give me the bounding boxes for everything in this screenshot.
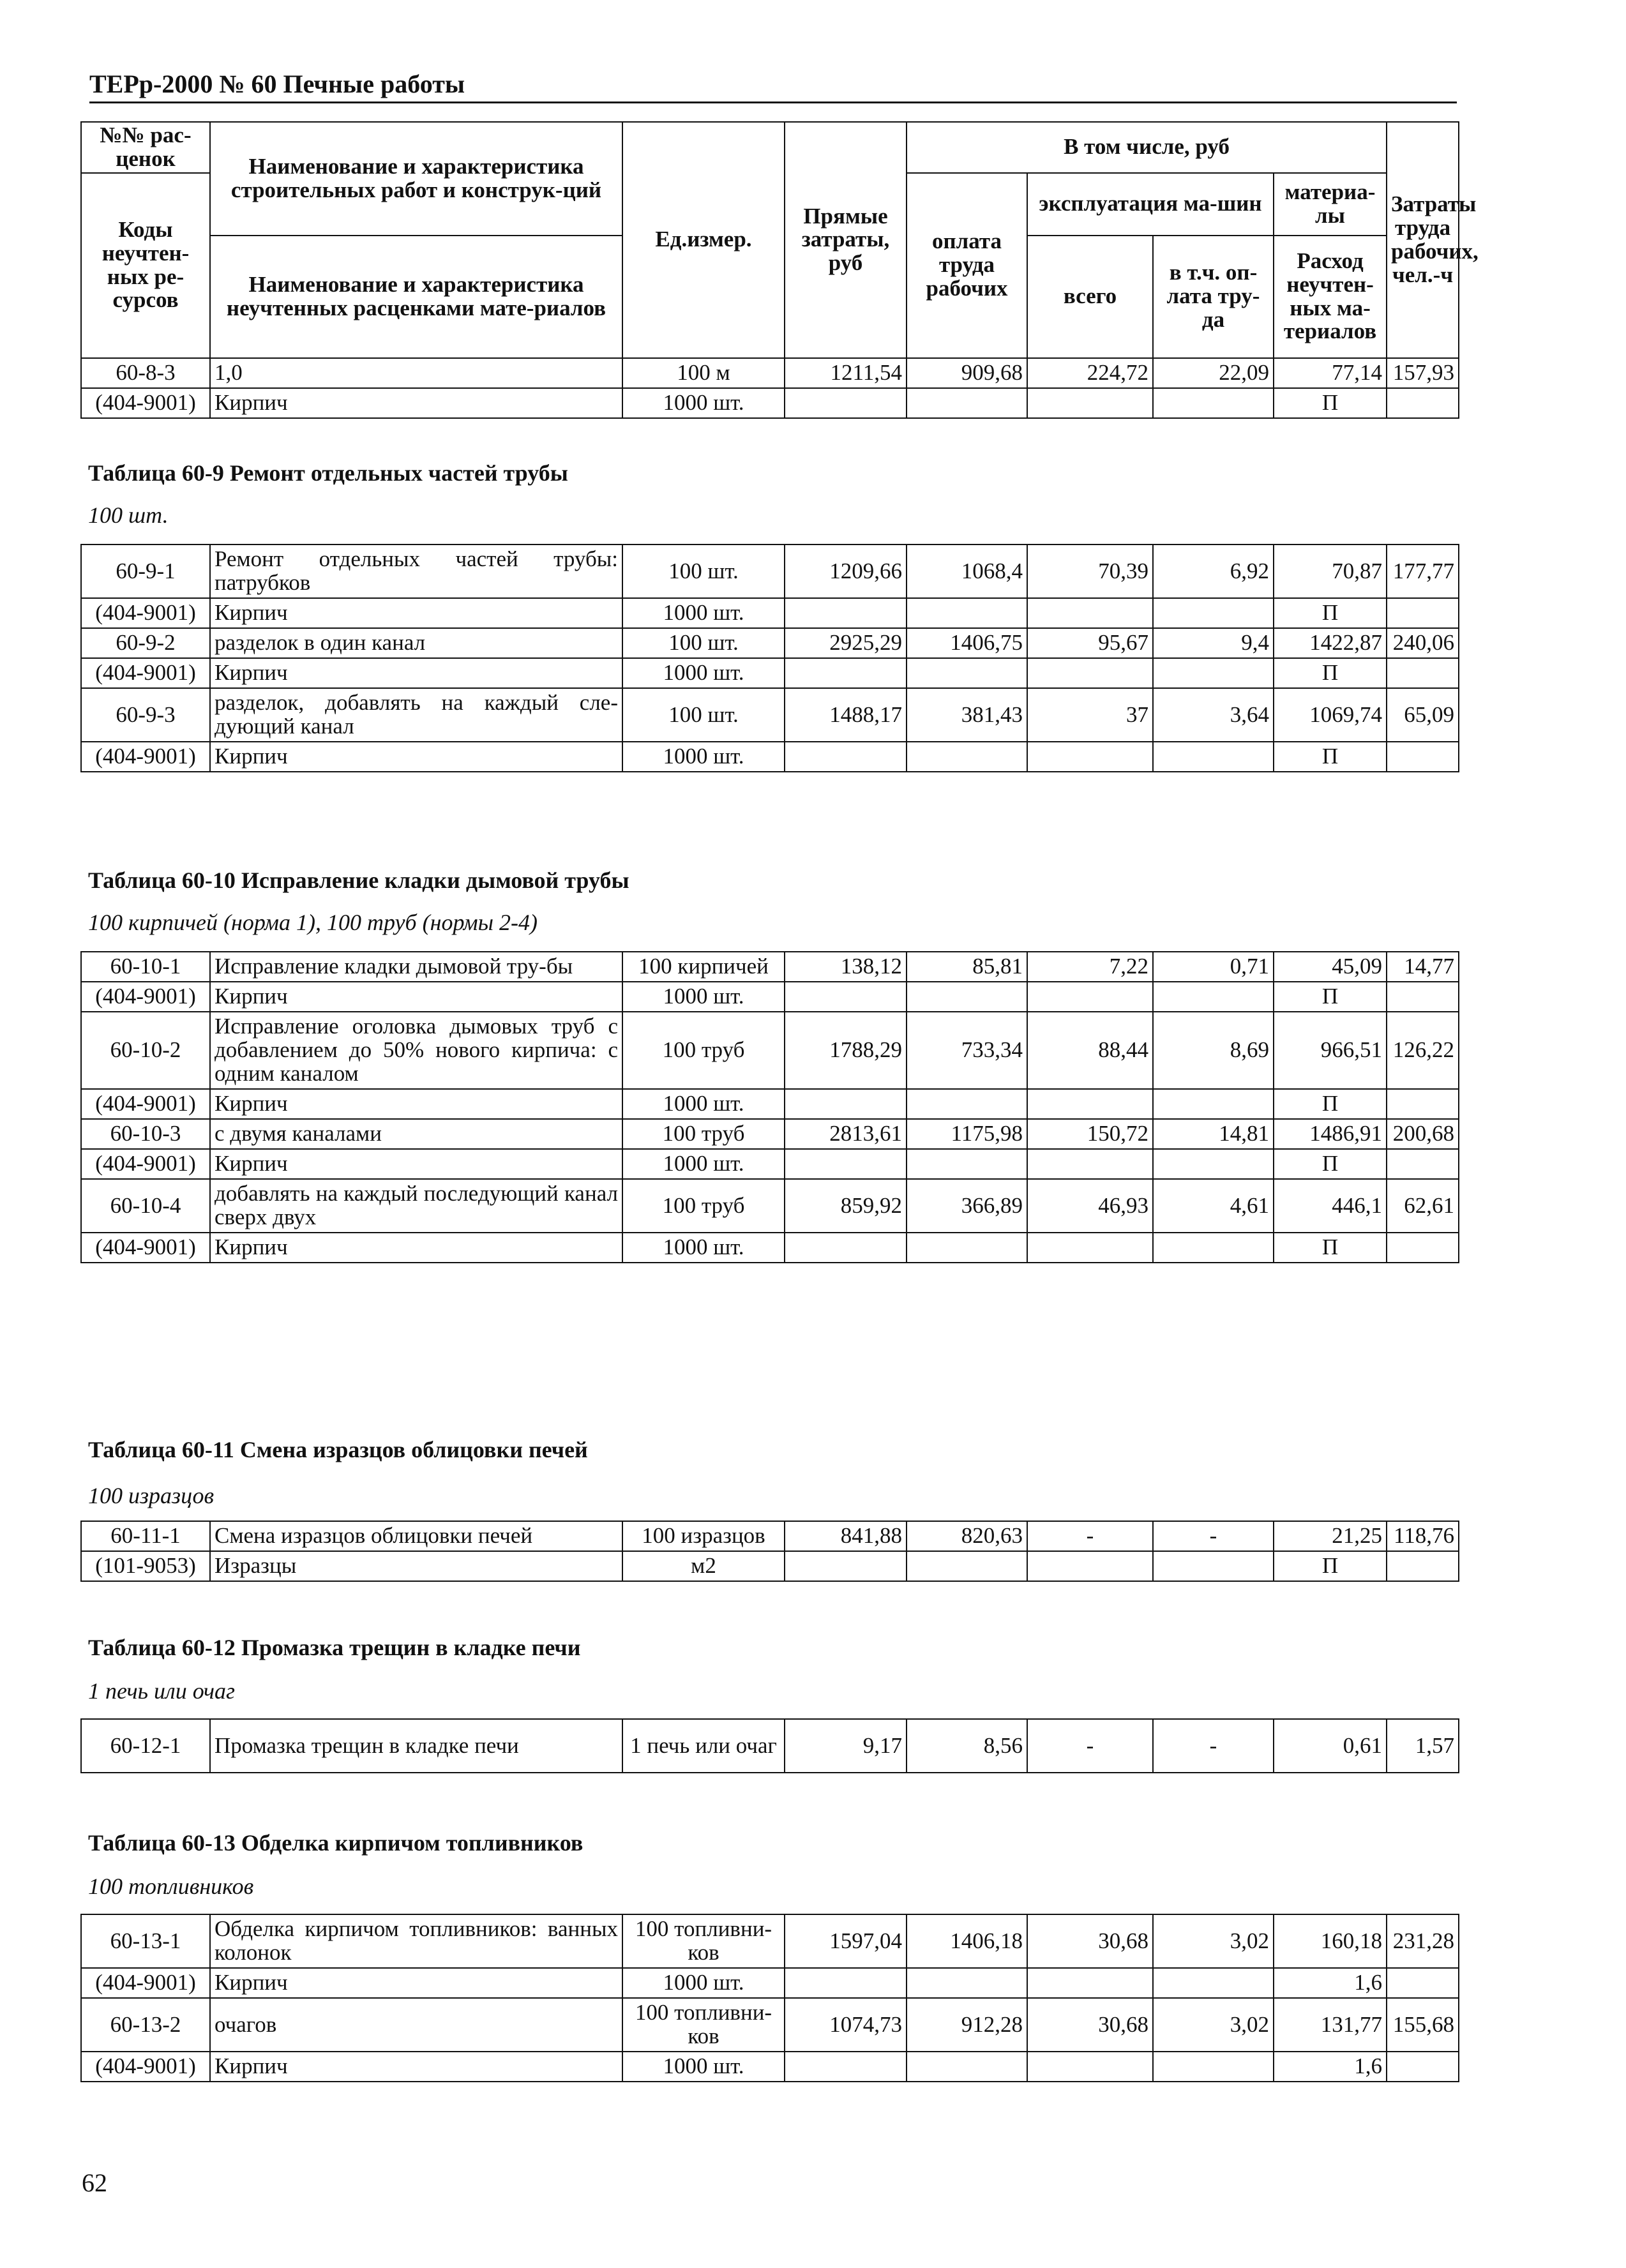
- code-cell: (404-9001): [81, 658, 210, 688]
- direct-cost-cell: 1211,54: [785, 358, 907, 388]
- data-table: [80, 544, 1459, 772]
- machine-wages-cell: -: [1153, 1719, 1274, 1773]
- machine-cost-cell: [1027, 388, 1153, 418]
- materials-cell: 1,6: [1274, 1968, 1387, 1998]
- machine-wages-cell: 9,4: [1153, 628, 1274, 658]
- table-row: [81, 982, 1459, 1012]
- materials-cell: 131,77: [1274, 1998, 1387, 2052]
- unit-cell: 100 труб: [622, 1119, 785, 1149]
- machine-wages-cell: [1153, 1551, 1274, 1581]
- direct-cost-cell: 138,12: [785, 952, 907, 982]
- code-cell: (404-9001): [81, 1233, 210, 1263]
- labor-cell: [1387, 982, 1459, 1012]
- name-cell: Кирпич: [210, 598, 622, 628]
- wages-cell: [907, 1149, 1027, 1179]
- code-cell: (404-9001): [81, 982, 210, 1012]
- direct-cost-cell: 2813,61: [785, 1119, 907, 1149]
- machine-cost-cell: [1027, 1968, 1153, 1998]
- machine-cost-cell: 37: [1027, 688, 1153, 742]
- machine-cost-cell: [1027, 1149, 1153, 1179]
- code-cell: (404-9001): [81, 598, 210, 628]
- name-cell: Кирпич: [210, 388, 622, 418]
- materials-cell: 0,61: [1274, 1719, 1387, 1773]
- materials-cell: 446,1: [1274, 1179, 1387, 1233]
- name-cell: Исправление кладки дымовой тру-бы: [210, 952, 622, 982]
- materials-cell: 77,14: [1274, 358, 1387, 388]
- direct-cost-cell: [785, 982, 907, 1012]
- table-row: [81, 358, 1459, 388]
- direct-cost-cell: 9,17: [785, 1719, 907, 1773]
- machine-wages-cell: [1153, 598, 1274, 628]
- unit-note: 100 изразцов: [88, 1483, 215, 1508]
- name-cell: Ремонт отдельных частей трубы: патрубков: [210, 544, 622, 598]
- name-cell: Исправление оголовка дымовых труб с добавлением до 50% нового кирпича: с одним каналом: [210, 1012, 622, 1089]
- table-row: [81, 1998, 1459, 2052]
- materials-cell: 1422,87: [1274, 628, 1387, 658]
- labor-cell: [1387, 1551, 1459, 1581]
- unit-cell: 100 кирпичей: [622, 952, 785, 982]
- header-unit: Ед.измер.: [622, 122, 785, 358]
- name-cell: Смена изразцов облицовки печей: [210, 1521, 622, 1551]
- labor-cell: 240,06: [1387, 628, 1459, 658]
- direct-cost-cell: [785, 1149, 907, 1179]
- unit-cell: 1000 шт.: [622, 1968, 785, 1998]
- wages-cell: 1175,98: [907, 1119, 1027, 1149]
- table-row: [81, 1719, 1459, 1773]
- machine-wages-cell: 4,61: [1153, 1179, 1274, 1233]
- header-mat-res: Расход неучтен-ных ма-териалов: [1274, 236, 1387, 358]
- unit-cell: 1000 шт.: [622, 1233, 785, 1263]
- wages-cell: 381,43: [907, 688, 1027, 742]
- code-cell: (404-9001): [81, 2052, 210, 2082]
- materials-cell: 966,51: [1274, 1012, 1387, 1089]
- name-cell: Кирпич: [210, 2052, 622, 2082]
- direct-cost-cell: [785, 598, 907, 628]
- wages-cell: [907, 2052, 1027, 2082]
- header-materials: материа-лы: [1274, 173, 1387, 236]
- name-cell: Кирпич: [210, 1089, 622, 1119]
- labor-cell: 177,77: [1387, 544, 1459, 598]
- section-title: Таблица 60-13 Обделка кирпичом топливников: [88, 1830, 583, 1856]
- name-cell: Обделка кирпичом топливников: ванных колонок: [210, 1914, 622, 1968]
- wages-cell: [907, 1551, 1027, 1581]
- machine-wages-cell: [1153, 388, 1274, 418]
- direct-cost-cell: 2925,29: [785, 628, 907, 658]
- machine-wages-cell: [1153, 982, 1274, 1012]
- header-mach-total: всего: [1027, 236, 1153, 358]
- machine-wages-cell: 3,64: [1153, 688, 1274, 742]
- wages-cell: [907, 658, 1027, 688]
- wages-cell: 85,81: [907, 952, 1027, 982]
- code-cell: (404-9001): [81, 388, 210, 418]
- direct-cost-cell: [785, 1233, 907, 1263]
- unit-cell: 100 изразцов: [622, 1521, 785, 1551]
- machine-wages-cell: [1153, 742, 1274, 772]
- materials-cell: П: [1274, 598, 1387, 628]
- labor-cell: 231,28: [1387, 1914, 1459, 1968]
- machine-cost-cell: 30,68: [1027, 1914, 1153, 1968]
- labor-cell: [1387, 2052, 1459, 2082]
- wages-cell: 1406,18: [907, 1914, 1027, 1968]
- table-row: [81, 388, 1459, 418]
- code-cell: 60-10-1: [81, 952, 210, 982]
- machine-wages-cell: -: [1153, 1521, 1274, 1551]
- name-cell: Кирпич: [210, 982, 622, 1012]
- unit-cell: 100 шт.: [622, 544, 785, 598]
- machine-cost-cell: 7,22: [1027, 952, 1153, 982]
- unit-cell: 1000 шт.: [622, 388, 785, 418]
- materials-cell: 70,87: [1274, 544, 1387, 598]
- machine-cost-cell: [1027, 1551, 1153, 1581]
- data-table: [80, 951, 1459, 1263]
- machine-cost-cell: [1027, 658, 1153, 688]
- unit-cell: 1000 шт.: [622, 1089, 785, 1119]
- materials-cell: П: [1274, 1149, 1387, 1179]
- machine-wages-cell: [1153, 1233, 1274, 1263]
- table-row: [81, 1233, 1459, 1263]
- section-title: Таблица 60-12 Промазка трещин в кладке печи: [88, 1635, 581, 1660]
- wages-cell: [907, 598, 1027, 628]
- code-cell: 60-9-3: [81, 688, 210, 742]
- wages-cell: [907, 1089, 1027, 1119]
- labor-cell: 200,68: [1387, 1119, 1459, 1149]
- materials-cell: П: [1274, 1233, 1387, 1263]
- table-row: [81, 952, 1459, 982]
- direct-cost-cell: [785, 1089, 907, 1119]
- wages-cell: 1406,75: [907, 628, 1027, 658]
- labor-cell: 155,68: [1387, 1998, 1459, 2052]
- code-cell: (404-9001): [81, 1149, 210, 1179]
- header-res-code: Коды неучтен-ных ре-сурсов: [81, 173, 210, 358]
- materials-cell: 1069,74: [1274, 688, 1387, 742]
- unit-note: 1 печь или очаг: [88, 1678, 236, 1704]
- machine-cost-cell: [1027, 1089, 1153, 1119]
- materials-cell: П: [1274, 388, 1387, 418]
- code-cell: (101-9053): [81, 1551, 210, 1581]
- materials-cell: П: [1274, 742, 1387, 772]
- table-row: [81, 1089, 1459, 1119]
- labor-cell: [1387, 1233, 1459, 1263]
- materials-cell: 1,6: [1274, 2052, 1387, 2082]
- labor-cell: 157,93: [1387, 358, 1459, 388]
- unit-note: 100 топливников: [88, 1874, 254, 1899]
- materials-cell: П: [1274, 1551, 1387, 1581]
- wages-cell: 912,28: [907, 1998, 1027, 2052]
- unit-cell: 1000 шт.: [622, 742, 785, 772]
- table-row: [81, 658, 1459, 688]
- unit-cell: 100 м: [622, 358, 785, 388]
- unit-cell: 100 труб: [622, 1179, 785, 1233]
- data-table: [80, 1521, 1459, 1582]
- unit-cell: 100 топливни-ков: [622, 1998, 785, 2052]
- direct-cost-cell: [785, 658, 907, 688]
- wages-cell: [907, 742, 1027, 772]
- name-cell: с двумя каналами: [210, 1119, 622, 1149]
- labor-cell: 62,61: [1387, 1179, 1459, 1233]
- header-incl: В том числе, руб: [907, 122, 1387, 173]
- materials-cell: П: [1274, 658, 1387, 688]
- machine-cost-cell: [1027, 982, 1153, 1012]
- name-cell: Промазка трещин в кладке печи: [210, 1719, 622, 1773]
- table-row: [81, 544, 1459, 598]
- direct-cost-cell: [785, 388, 907, 418]
- machine-wages-cell: 3,02: [1153, 1914, 1274, 1968]
- code-cell: 60-13-2: [81, 1998, 210, 2052]
- table-row: [81, 598, 1459, 628]
- machine-cost-cell: [1027, 2052, 1153, 2082]
- header-mach-wages: в т.ч. оп-лата тру-да: [1153, 236, 1274, 358]
- labor-cell: [1387, 658, 1459, 688]
- machine-wages-cell: 8,69: [1153, 1012, 1274, 1089]
- machine-wages-cell: 0,71: [1153, 952, 1274, 982]
- wages-cell: 366,89: [907, 1179, 1027, 1233]
- wages-cell: 8,56: [907, 1719, 1027, 1773]
- table-row: [81, 1914, 1459, 1968]
- code-cell: (404-9001): [81, 1089, 210, 1119]
- machine-wages-cell: 14,81: [1153, 1119, 1274, 1149]
- header-direct: Прямые затраты, руб: [785, 122, 907, 358]
- name-cell: Кирпич: [210, 1968, 622, 1998]
- direct-cost-cell: 841,88: [785, 1521, 907, 1551]
- direct-cost-cell: 1209,66: [785, 544, 907, 598]
- code-cell: 60-9-1: [81, 544, 210, 598]
- wages-cell: [907, 388, 1027, 418]
- table-row: [81, 742, 1459, 772]
- unit-note: 100 шт.: [88, 502, 169, 528]
- machine-cost-cell: -: [1027, 1521, 1153, 1551]
- labor-cell: 14,77: [1387, 952, 1459, 982]
- table-row: [81, 1149, 1459, 1179]
- section-title: Таблица 60-9 Ремонт отдельных частей трубы: [88, 460, 568, 486]
- unit-cell: 100 шт.: [622, 688, 785, 742]
- unit-cell: м2: [622, 1551, 785, 1581]
- machine-wages-cell: [1153, 1089, 1274, 1119]
- labor-cell: 1,57: [1387, 1719, 1459, 1773]
- direct-cost-cell: 1488,17: [785, 688, 907, 742]
- wages-cell: 733,34: [907, 1012, 1027, 1089]
- code-cell: 60-10-3: [81, 1119, 210, 1149]
- header-name: Наименование и характеристика строительных работ и конструк-ций: [210, 122, 622, 236]
- code-cell: 60-12-1: [81, 1719, 210, 1773]
- machine-cost-cell: 88,44: [1027, 1012, 1153, 1089]
- materials-cell: 21,25: [1274, 1521, 1387, 1551]
- table-row: [81, 688, 1459, 742]
- wages-cell: [907, 1233, 1027, 1263]
- labor-cell: 65,09: [1387, 688, 1459, 742]
- machine-cost-cell: 46,93: [1027, 1179, 1153, 1233]
- section-title: Таблица 60-10 Исправление кладки дымовой трубы: [88, 867, 629, 893]
- name-cell: Кирпич: [210, 1149, 622, 1179]
- unit-cell: 1000 шт.: [622, 2052, 785, 2082]
- page-header: ТЕРр-2000 № 60 Печные работы: [89, 69, 1457, 103]
- labor-cell: [1387, 1149, 1459, 1179]
- direct-cost-cell: 1788,29: [785, 1012, 907, 1089]
- table-row: [81, 1551, 1459, 1581]
- materials-cell: П: [1274, 982, 1387, 1012]
- name-cell: разделок, добавлять на каждый сле-дующий канал: [210, 688, 622, 742]
- labor-cell: [1387, 388, 1459, 418]
- header-code: №№ рас-ценок: [81, 122, 210, 173]
- materials-cell: 160,18: [1274, 1914, 1387, 1968]
- table-row: [81, 1521, 1459, 1551]
- unit-cell: 1000 шт.: [622, 598, 785, 628]
- labor-cell: [1387, 1968, 1459, 1998]
- unit-note: 100 кирпичей (норма 1), 100 труб (нормы 2-4): [88, 910, 538, 935]
- table-row: [81, 1968, 1459, 1998]
- wages-cell: [907, 1968, 1027, 1998]
- machine-cost-cell: -: [1027, 1719, 1153, 1773]
- machine-cost-cell: 70,39: [1027, 544, 1153, 598]
- machine-cost-cell: [1027, 742, 1153, 772]
- direct-cost-cell: 859,92: [785, 1179, 907, 1233]
- labor-cell: [1387, 598, 1459, 628]
- direct-cost-cell: 1074,73: [785, 1998, 907, 2052]
- unit-cell: 1000 шт.: [622, 1149, 785, 1179]
- materials-cell: П: [1274, 1089, 1387, 1119]
- labor-cell: 118,76: [1387, 1521, 1459, 1551]
- direct-cost-cell: [785, 2052, 907, 2082]
- wages-cell: [907, 982, 1027, 1012]
- unit-cell: 1000 шт.: [622, 658, 785, 688]
- table-row: [81, 2052, 1459, 2082]
- name-cell: 1,0: [210, 358, 622, 388]
- header-labor: Затраты труда рабочих, чел.-ч: [1387, 122, 1459, 358]
- code-cell: 60-9-2: [81, 628, 210, 658]
- machine-cost-cell: 95,67: [1027, 628, 1153, 658]
- name-cell: Изразцы: [210, 1551, 622, 1581]
- unit-cell: 100 топливни-ков: [622, 1914, 785, 1968]
- name-cell: Кирпич: [210, 658, 622, 688]
- name-cell: разделок в один канал: [210, 628, 622, 658]
- unit-cell: 1000 шт.: [622, 982, 785, 1012]
- code-cell: (404-9001): [81, 1968, 210, 1998]
- page-number: 62: [82, 2168, 107, 2197]
- machine-cost-cell: 30,68: [1027, 1998, 1153, 2052]
- data-table: [80, 1914, 1459, 2082]
- code-cell: 60-13-1: [81, 1914, 210, 1968]
- machine-wages-cell: 22,09: [1153, 358, 1274, 388]
- table-row: [81, 1012, 1459, 1089]
- code-cell: 60-10-2: [81, 1012, 210, 1089]
- direct-cost-cell: [785, 1968, 907, 1998]
- labor-cell: [1387, 742, 1459, 772]
- name-cell: очагов: [210, 1998, 622, 2052]
- unit-cell: 1 печь или очаг: [622, 1719, 785, 1773]
- machine-wages-cell: 3,02: [1153, 1998, 1274, 2052]
- wages-cell: 1068,4: [907, 544, 1027, 598]
- name-cell: Кирпич: [210, 742, 622, 772]
- data-table: [80, 1718, 1459, 1773]
- wages-cell: 820,63: [907, 1521, 1027, 1551]
- direct-cost-cell: [785, 742, 907, 772]
- section-title: Таблица 60-11 Смена изразцов облицовки печей: [88, 1437, 588, 1462]
- top-table: [80, 121, 1479, 419]
- header-wages: оплата труда рабочих: [907, 173, 1027, 358]
- code-cell: 60-8-3: [81, 358, 210, 388]
- header-machines: эксплуатация ма-шин: [1027, 173, 1274, 236]
- machine-cost-cell: [1027, 1233, 1153, 1263]
- machine-wages-cell: [1153, 1149, 1274, 1179]
- header-res-name: Наименование и характеристика неучтенных расценками мате-риалов: [210, 236, 622, 358]
- materials-cell: 45,09: [1274, 952, 1387, 982]
- table-row: [81, 1119, 1459, 1149]
- unit-cell: 100 труб: [622, 1012, 785, 1089]
- machine-cost-cell: 150,72: [1027, 1119, 1153, 1149]
- machine-wages-cell: [1153, 2052, 1274, 2082]
- labor-cell: [1387, 1089, 1459, 1119]
- code-cell: 60-10-4: [81, 1179, 210, 1233]
- unit-cell: 100 шт.: [622, 628, 785, 658]
- table-row: [81, 1179, 1459, 1233]
- direct-cost-cell: 1597,04: [785, 1914, 907, 1968]
- labor-cell: 126,22: [1387, 1012, 1459, 1089]
- table-row: [81, 628, 1459, 658]
- code-cell: 60-11-1: [81, 1521, 210, 1551]
- materials-cell: 1486,91: [1274, 1119, 1387, 1149]
- code-cell: (404-9001): [81, 742, 210, 772]
- machine-cost-cell: [1027, 598, 1153, 628]
- name-cell: Кирпич: [210, 1233, 622, 1263]
- machine-wages-cell: [1153, 1968, 1274, 1998]
- machine-wages-cell: 6,92: [1153, 544, 1274, 598]
- machine-wages-cell: [1153, 658, 1274, 688]
- direct-cost-cell: [785, 1551, 907, 1581]
- machine-cost-cell: 224,72: [1027, 358, 1153, 388]
- wages-cell: 909,68: [907, 358, 1027, 388]
- name-cell: добавлять на каждый последующий канал сверх двух: [210, 1179, 622, 1233]
